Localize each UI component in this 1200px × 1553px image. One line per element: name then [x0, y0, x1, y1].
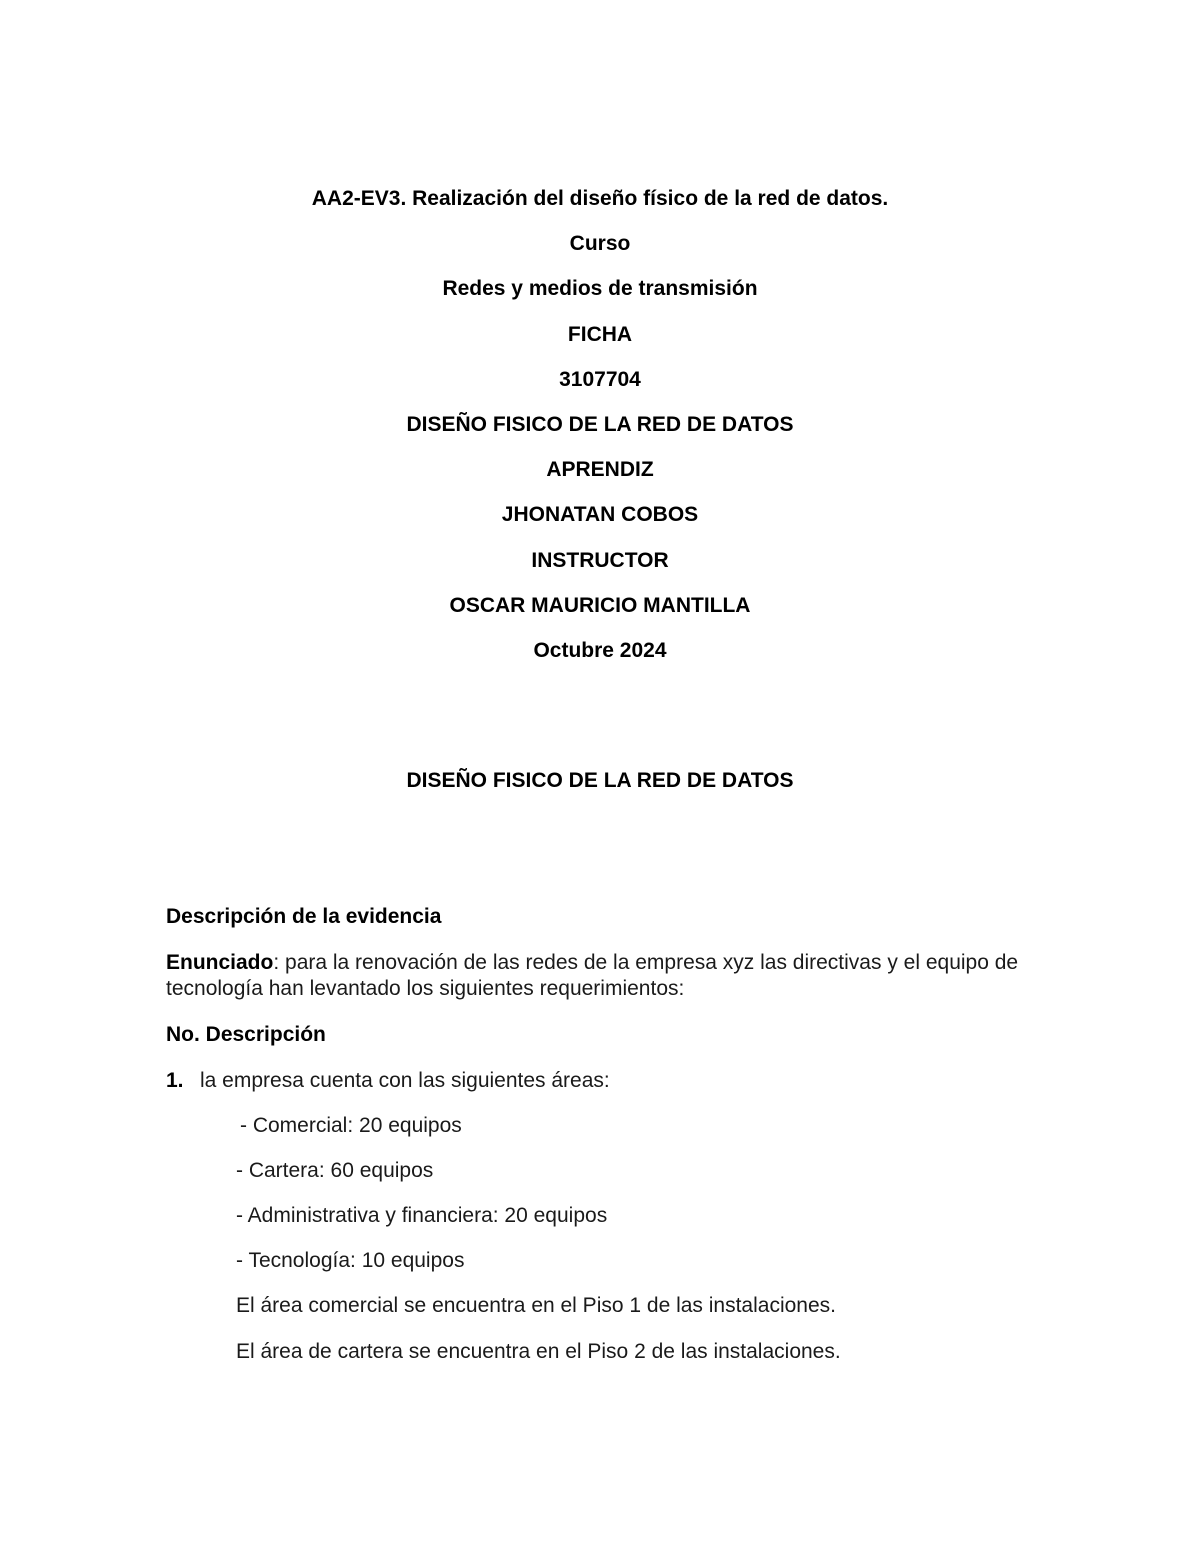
item-description: la empresa cuenta con las siguientes áreas:: [200, 1069, 610, 1092]
enunciado-paragraph: [166, 950, 1046, 1002]
instructor-name: OSCAR MAURICIO MANTILLA: [449, 593, 751, 617]
ficha-number: 3107704: [559, 367, 641, 391]
area-detail-administrativa: - Administrativa y financiera: 20 equipos: [236, 1204, 608, 1227]
enunciado-text: : para la renovación de las redes de la empresa xyz las directivas y el equipo de tecnología han levantado los siguientes requerimientos:: [166, 951, 1019, 1000]
area-detail-tecnologia: - Tecnología: 10 equipos: [236, 1249, 465, 1272]
location-note-cartera: El área de cartera se encuentra en el Piso 2 de las instalaciones.: [236, 1340, 841, 1363]
course-name: Redes y medios de transmisión: [442, 277, 758, 301]
instructor-label: INSTRUCTOR: [531, 548, 669, 572]
list-item: [166, 1068, 610, 1094]
area-detail-comercial: - Comercial: 20 equipos: [240, 1114, 462, 1137]
document-title: AA2-EV3. Realización del diseño físico de la red de datos.: [311, 187, 889, 210]
location-note-comercial: El área comercial se encuentra en el Piso 1 de las instalaciones.: [236, 1294, 836, 1317]
document-date: Octubre 2024: [533, 638, 667, 662]
apprentice-name: JHONATAN COBOS: [501, 503, 699, 527]
ficha-label: FICHA: [567, 322, 633, 346]
table-header: No. Descripción: [166, 1023, 326, 1046]
apprentice-label: APRENDIZ: [546, 458, 654, 482]
section-title: DISEÑO FISICO DE LA RED DE DATOS: [406, 769, 794, 792]
course-label: Curso: [569, 232, 631, 256]
topic-title: DISEÑO FISICO DE LA RED DE DATOS: [406, 412, 794, 436]
evidence-heading: Descripción de la evidencia: [166, 905, 442, 928]
enunciado-label: Enunciado: [166, 951, 274, 974]
cover-block: [0, 184, 1200, 681]
area-detail-cartera: - Cartera: 60 equipos: [236, 1159, 434, 1182]
item-number: 1.: [166, 1069, 184, 1092]
